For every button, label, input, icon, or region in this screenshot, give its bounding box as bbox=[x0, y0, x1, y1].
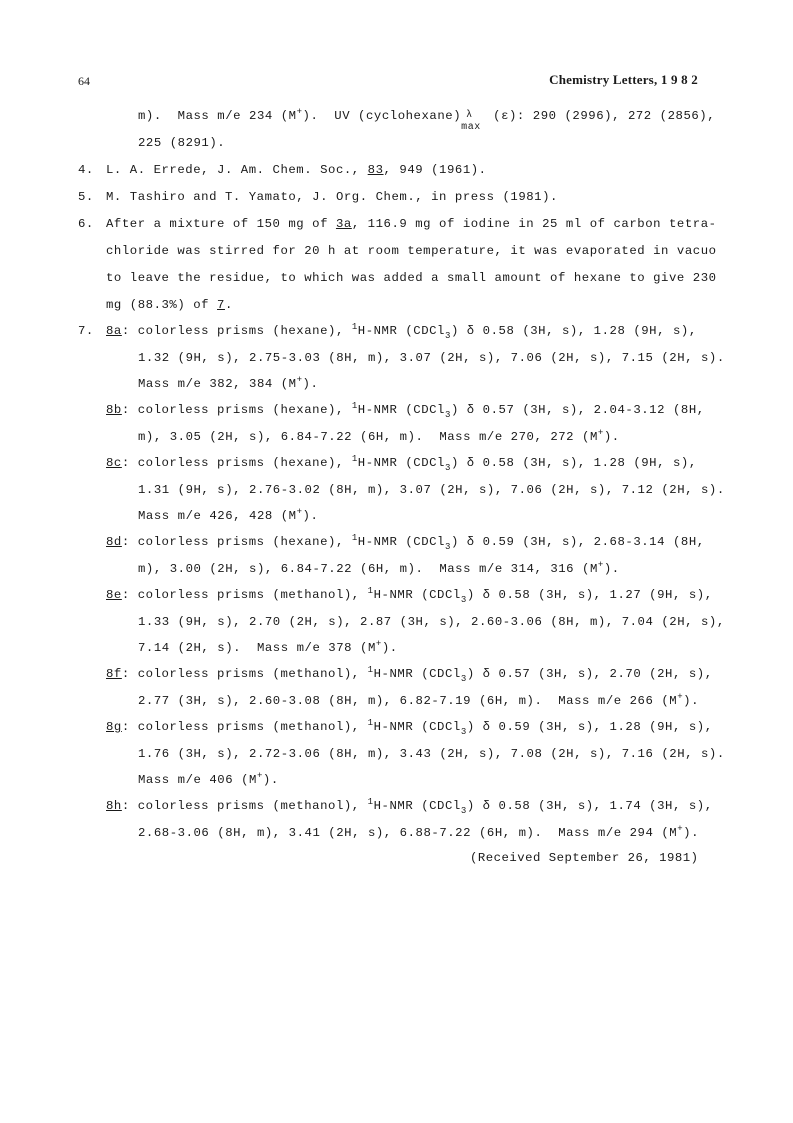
compound-label: 8g bbox=[106, 720, 122, 734]
compound-8c-line-2: 1.31 (9H, s), 2.76-3.02 (8H, m), 3.07 (2H, s), 7.06 (2H, s), 7.12 (2H, s). bbox=[138, 483, 725, 497]
compound-label: 8c bbox=[106, 456, 122, 470]
compound-8f-line-1: 8f: colorless prisms (methanol), $^1$H-NMR (CDCl$_3$) δ 0.57 (3H, s), 2.70 (2H, s), bbox=[106, 665, 713, 684]
journal-header: Chemistry Letters, 1 9 8 2 bbox=[549, 72, 698, 87]
compound-label: 8h bbox=[106, 799, 122, 813]
page-number: 64 bbox=[78, 74, 90, 88]
compound-8a-line-1: 8a: colorless prisms (hexane), $^1$H-NMR (CDCl$_3$) δ 0.58 (3H, s), 1.28 (9H, s), bbox=[106, 322, 697, 341]
compound-8a-line-2: 1.32 (9H, s), 2.75-3.03 (8H, m), 3.07 (2H, s), 7.06 (2H, s), 7.15 (2H, s). bbox=[138, 351, 725, 365]
compound-8h-line-1: 8h: colorless prisms (methanol), $^1$H-NMR (CDCl$_3$) δ 0.58 (3H, s), 1.74 (3H, s), bbox=[106, 797, 713, 816]
compound-label: 8a bbox=[106, 324, 122, 338]
ref-6-line-3: to leave the residue, to which was added a small amount of hexane to give 230 bbox=[106, 271, 717, 285]
ref-6-line-1: After a mixture of 150 mg of 3a, 116.9 mg of iodine in 25 ml of carbon tetra- bbox=[106, 217, 717, 231]
compound-8b-line-1: 8b: colorless prisms (hexane), $^1$H-NMR (CDCl$_3$) δ 0.57 (3H, s), 2.04-3.12 (8H, bbox=[106, 401, 705, 420]
continuation-line-2: 225 (8291). bbox=[138, 136, 226, 150]
ref-7-number: 7. bbox=[78, 324, 94, 338]
compound-8a-line-3: Mass m/e 382, 384 (M+). bbox=[138, 375, 319, 391]
ref-5-number: 5. bbox=[78, 190, 94, 204]
compound-label: 8d bbox=[106, 535, 122, 549]
ref-6-number: 6. bbox=[78, 217, 94, 231]
ref-4-number: 4. bbox=[78, 163, 94, 177]
compound-8c-line-3: Mass m/e 426, 428 (M+). bbox=[138, 507, 319, 523]
ref-4-text: L. A. Errede, J. Am. Chem. Soc., 83, 949 (1961). bbox=[106, 163, 487, 177]
compound-8g-line-3: Mass m/e 406 (M+). bbox=[138, 771, 279, 787]
compound-8e-line-3: 7.14 (2H, s). Mass m/e 378 (M+). bbox=[138, 639, 398, 655]
compound-8e-line-2: 1.33 (9H, s), 2.70 (2H, s), 2.87 (3H, s), 2.60-3.06 (8H, m), 7.04 (2H, s), bbox=[138, 615, 725, 629]
ref-6-line-4: mg (88.3%) of 7. bbox=[106, 298, 233, 312]
compound-8d-line-1: 8d: colorless prisms (hexane), $^1$H-NMR (CDCl$_3$) δ 0.59 (3H, s), 2.68-3.14 (8H, bbox=[106, 533, 705, 552]
continuation-line-1: m). Mass m/e 234 (M+). UV (cyclohexane) λ max (ε): 290 (2996), 272 (2856), bbox=[138, 107, 716, 133]
compound-label: 8e bbox=[106, 588, 122, 602]
compound-8d-line-2: m), 3.00 (2H, s), 6.84-7.22 (6H, m). Mass m/e 314, 316 (M+). bbox=[138, 560, 620, 576]
received-date: (Received September 26, 1981) bbox=[470, 851, 699, 865]
compound-label: 8f bbox=[106, 667, 122, 681]
compound-8g-line-1: 8g: colorless prisms (methanol), $^1$H-NMR (CDCl$_3$) δ 0.59 (3H, s), 1.28 (9H, s), bbox=[106, 718, 713, 737]
compound-8g-line-2: 1.76 (3H, s), 2.72-3.06 (8H, m), 3.43 (2H, s), 7.08 (2H, s), 7.16 (2H, s). bbox=[138, 747, 725, 761]
compound-label: 8b bbox=[106, 403, 122, 417]
compound-8e-line-1: 8e: colorless prisms (methanol), $^1$H-NMR (CDCl$_3$) δ 0.58 (3H, s), 1.27 (9H, s), bbox=[106, 586, 713, 605]
ref-6-line-2: chloride was stirred for 20 h at room temperature, it was evaporated in vacuo bbox=[106, 244, 717, 258]
ref-5-text: M. Tashiro and T. Yamato, J. Org. Chem., in press (1981). bbox=[106, 190, 558, 204]
compound-8h-line-2: 2.68-3.06 (8H, m), 3.41 (2H, s), 6.88-7.22 (6H, m). Mass m/e 294 (M+). bbox=[138, 824, 700, 840]
compound-8c-line-1: 8c: colorless prisms (hexane), $^1$H-NMR (CDCl$_3$) δ 0.58 (3H, s), 1.28 (9H, s), bbox=[106, 454, 697, 473]
compound-8b-line-2: m), 3.05 (2H, s), 6.84-7.22 (6H, m). Mass m/e 270, 272 (M+). bbox=[138, 428, 620, 444]
compound-8f-line-2: 2.77 (3H, s), 2.60-3.08 (8H, m), 6.82-7.19 (6H, m). Mass m/e 266 (M+). bbox=[138, 692, 700, 708]
